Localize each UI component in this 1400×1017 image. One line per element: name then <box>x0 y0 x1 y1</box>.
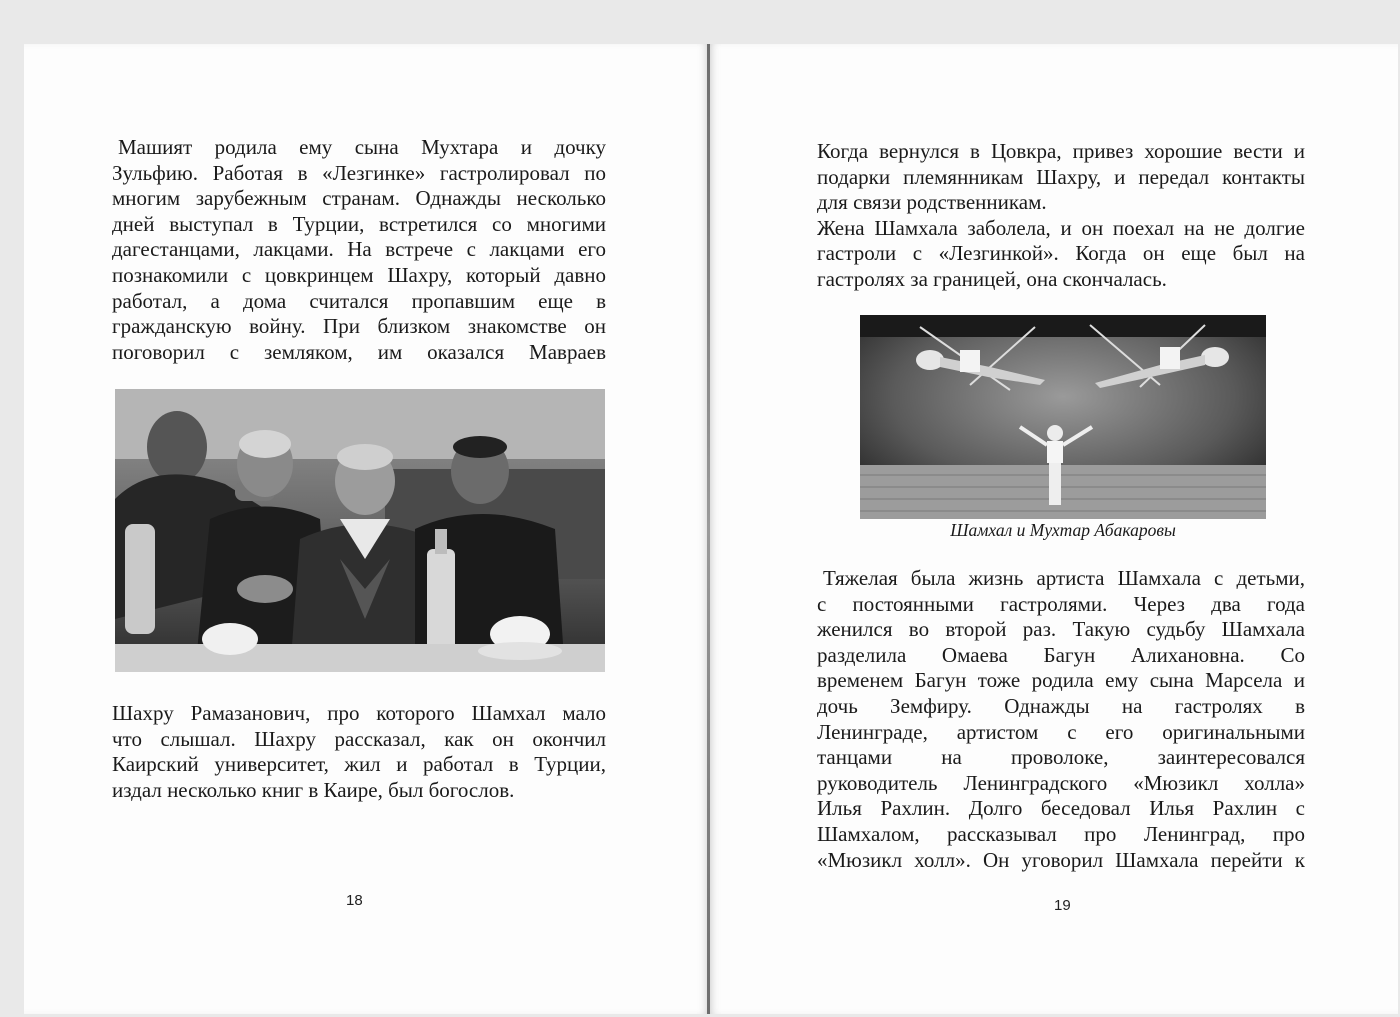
text-line: разделила Омаева Багун Алихановна. Со <box>817 642 1305 667</box>
photo-caption: Шамхал и Мухтар Абакаровы <box>950 520 1176 540</box>
text-line: Зульфию. Работая в «Лезгинке» гастролировал по <box>112 160 606 185</box>
text-line: Когда вернулся в Цовкра, привез хорошие вести и <box>817 139 1305 163</box>
text-line: Шамхалом, рассказывал про Ленинград, про <box>817 821 1305 846</box>
text-line: поговорил с земляком, им оказался Мавраев <box>112 339 606 364</box>
text-line: гастролях за границей, она скончалась. <box>817 266 1167 291</box>
text-line: что слышал. Шахру рассказал, как он окончил <box>112 726 606 751</box>
text-line: познакомили с цовкринцем Шахру, который давно <box>112 262 606 287</box>
text-line: многим зарубежным странам. Однажды несколько <box>112 186 606 211</box>
right-paragraph-1 <box>817 139 1305 293</box>
text-line: руководитель Ленинградского «Мюзикл холла» <box>817 770 1305 795</box>
text-line: Шахру Рамазанович, про которого Шамхал мало <box>112 701 606 725</box>
text-line: подарки племянникам Шахру, и передал контакты <box>817 164 1305 189</box>
right-page <box>710 44 1398 1014</box>
text-line: работал, а дома считался пропавшим еще в <box>112 288 606 313</box>
text-line: женился во второй раз. Такую судьбу Шамхала <box>817 617 1305 642</box>
page-number-right: 19 <box>1054 897 1071 914</box>
photo-wire-dancers <box>860 315 1266 519</box>
text-line: «Мюзикл холл». Он уговорил Шамхала перейти к <box>817 847 1305 872</box>
text-line: гастроли с «Лезгинкой». Когда он еще был на <box>817 241 1305 266</box>
text-line: временем Багун тоже родила ему сына Марсела и <box>817 668 1305 693</box>
text-line: Ленинграде, артистом с его оригинальными <box>817 719 1305 744</box>
text-line: Жена Шамхала заболела, и он поехал на не долгие <box>817 215 1305 240</box>
text-line: Илья Рахлин. Долго беседовал Илья Рахлин с <box>817 796 1305 821</box>
text-line: с постоянными гастролями. Через два года <box>817 591 1305 616</box>
text-line: гражданскую войну. При близком знакомстве он <box>112 314 606 339</box>
text-line: дней выступал в Турции, встретился со многими <box>112 211 606 236</box>
right-paragraph-2 <box>817 566 1305 873</box>
text-line: издал несколько книг в Каире, был богослов. <box>112 777 515 802</box>
photo-men-at-table <box>115 389 605 672</box>
left-paragraph-1 <box>112 135 606 365</box>
text-line: дагестанцами, лакцами. На встрече с лакцами его <box>112 237 606 262</box>
text-line: танцами на проволоке, заинтересовался <box>817 745 1305 770</box>
text-line: Каирский университет, жил и работал в Турции, <box>112 752 606 777</box>
text-line: Машият родила ему сына Мухтара и дочку <box>118 135 606 159</box>
text-line: для связи родственникам. <box>817 190 1047 215</box>
left-paragraph-2 <box>112 701 606 803</box>
page-number-left: 18 <box>346 892 363 909</box>
left-page <box>24 44 708 1014</box>
text-line: дочь Земфиру. Однажды на гастролях в <box>817 693 1305 718</box>
text-line: Тяжелая была жизнь артиста Шамхала с детьми, <box>823 566 1305 590</box>
